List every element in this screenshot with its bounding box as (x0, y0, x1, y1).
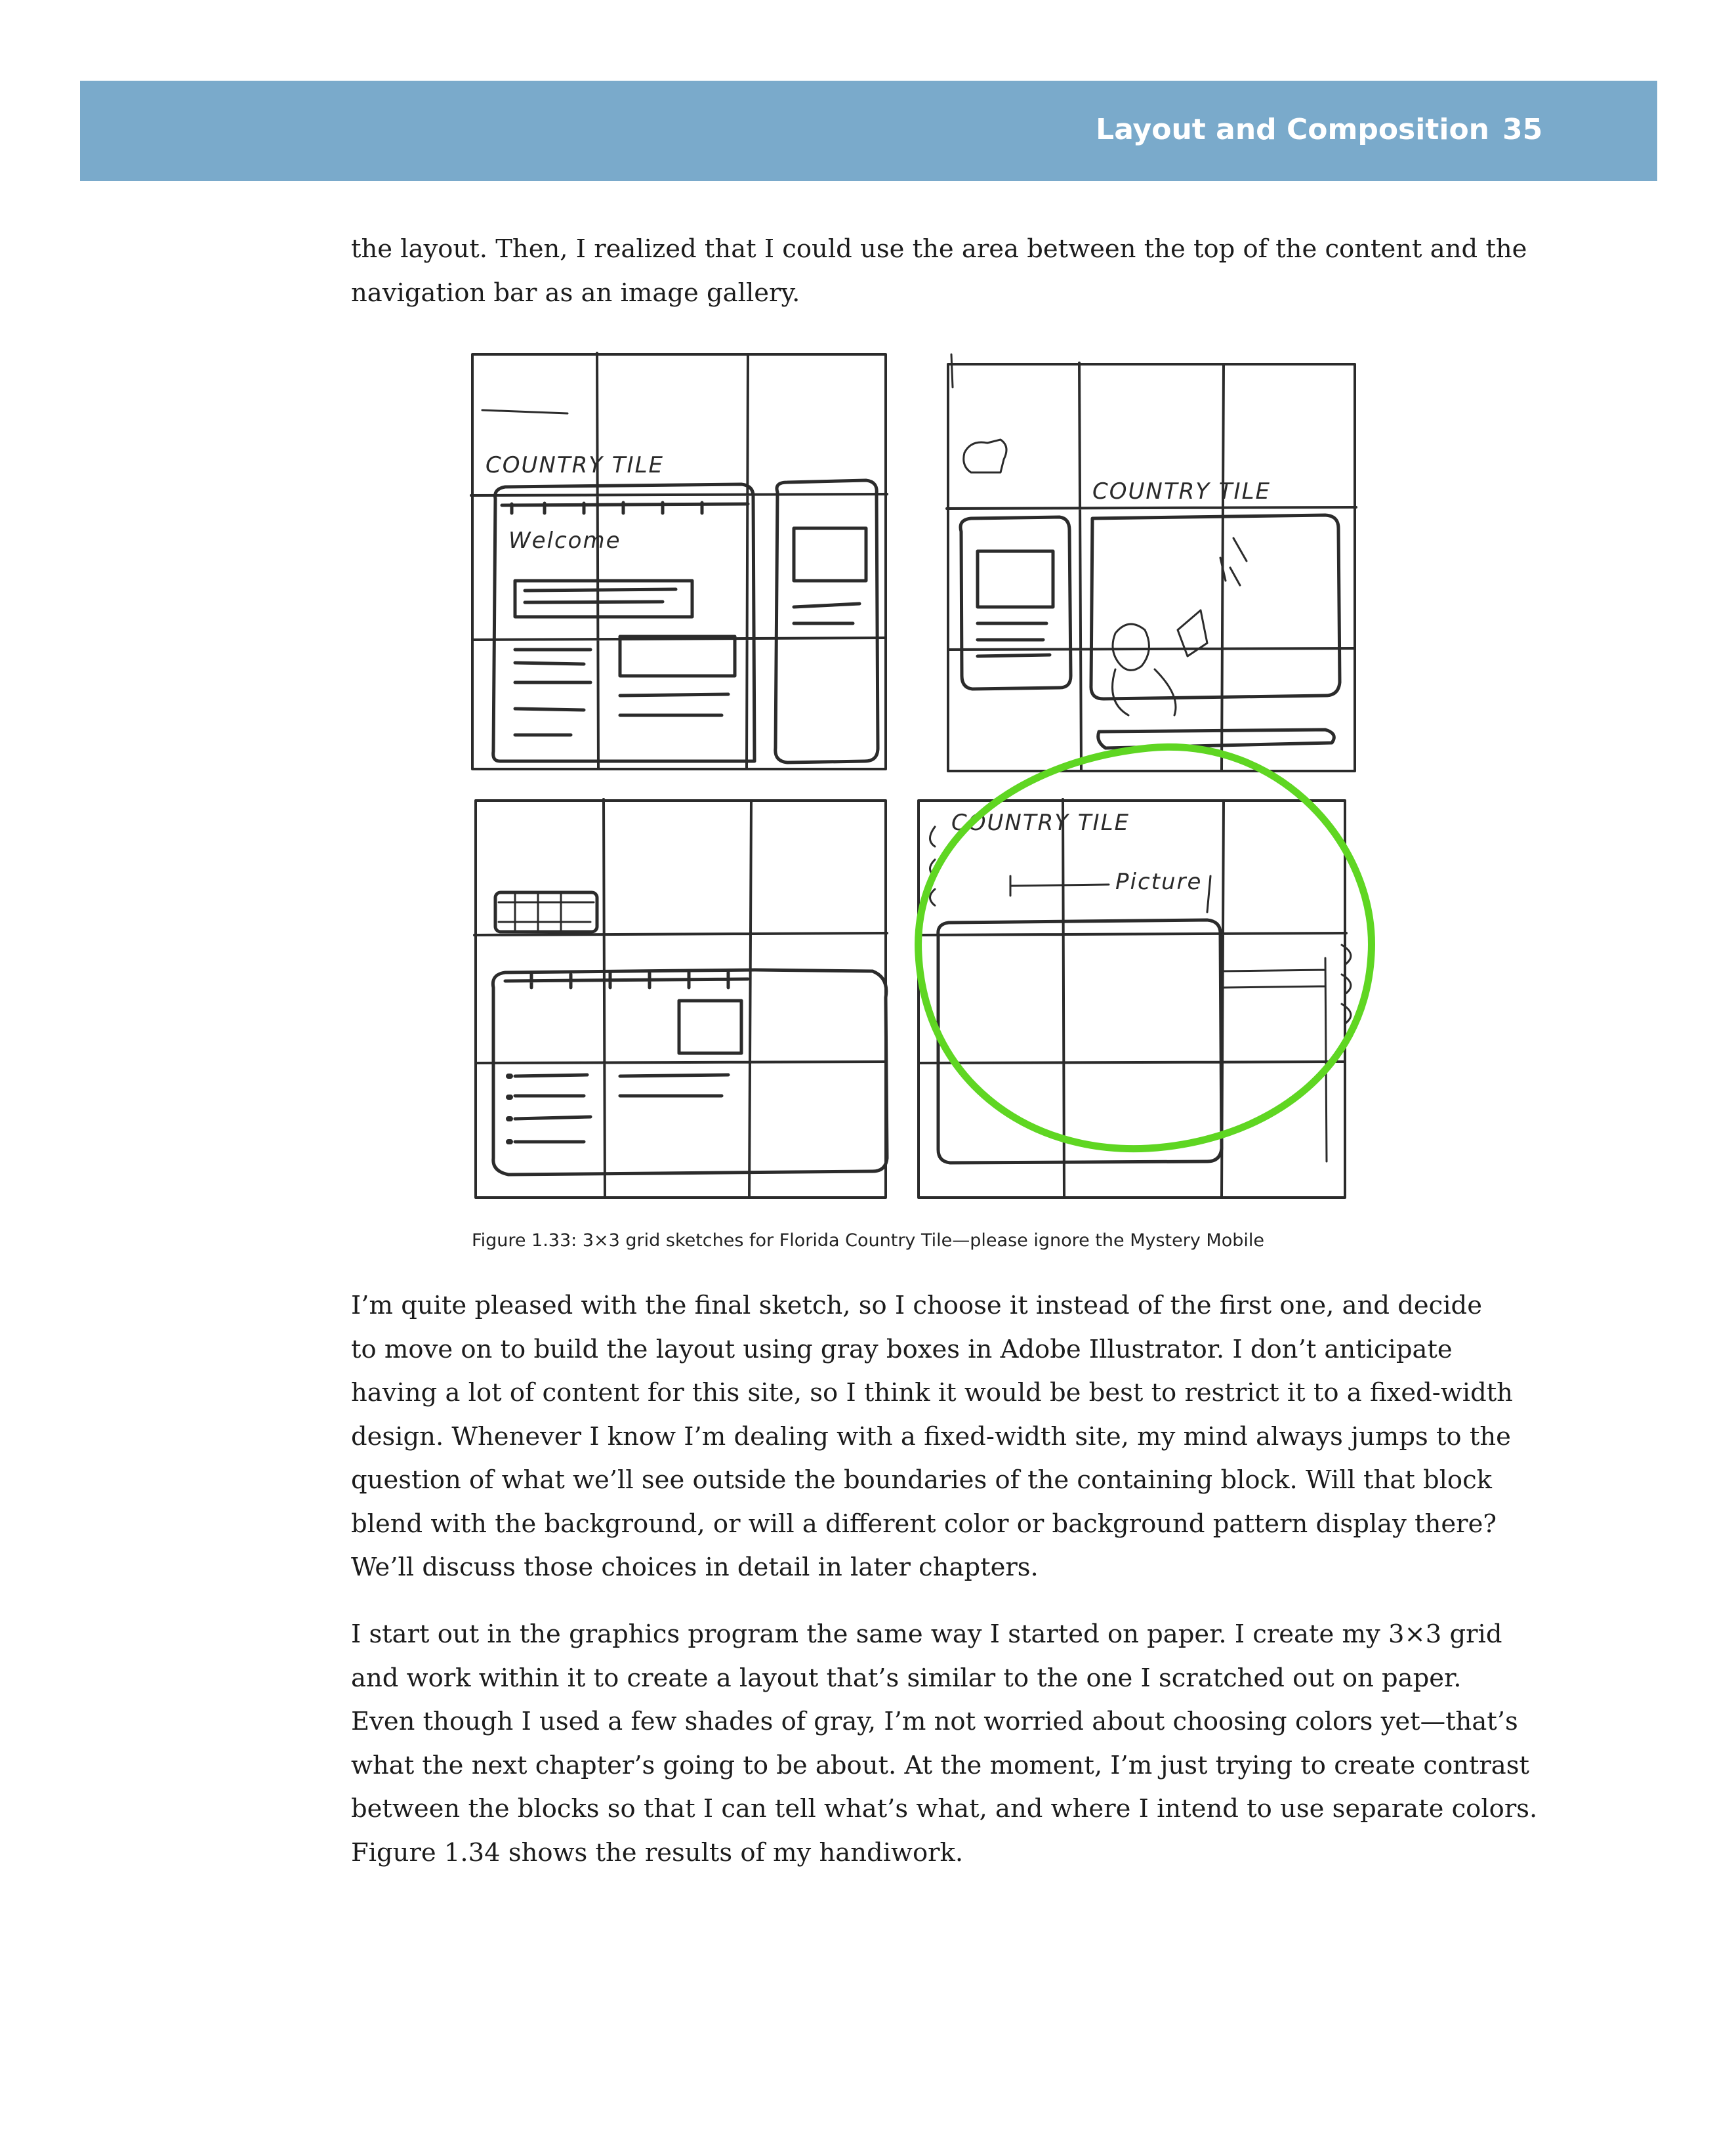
text-line: blend with the background, or will a different color or background pattern display there? (351, 1509, 1497, 1539)
text-line: Even though I used a few shades of gray, I’m not worried about choosing colors yet—that’s (351, 1707, 1518, 1736)
sketch-1-welcome-label: Welcome (508, 528, 621, 554)
text-line: and work within it to create a layout that’s similar to the one I scratched out on paper. (351, 1663, 1462, 1693)
text-line: I start out in the graphics program the same way I started on paper. I create my 3×3 grid (351, 1619, 1502, 1649)
sketch-2-logo-label: COUNTRY TILE (1092, 478, 1271, 505)
text-line: design. Whenever I know I’m dealing with a fixed-width site, my mind always jumps to the (351, 1421, 1511, 1451)
text-line: I’m quite pleased with the final sketch, so I choose it instead of the first one, and decide (351, 1291, 1482, 1320)
paragraph-2 (351, 1613, 1538, 1875)
text-line: to move on to build the layout using gray boxes in Adobe Illustrator. I don’t anticipate (351, 1334, 1453, 1364)
running-header-title: Layout and Composition (1096, 113, 1489, 146)
text-line: between the blocks so that I can tell what’s what, and where I intend to use separate colors. (351, 1794, 1538, 1824)
sketch-2-grid (947, 354, 1356, 771)
figure-caption: Figure 1.33: 3×3 grid sketches for Florida Country Tile—please ignore the Mystery Mobile (472, 1230, 1264, 1251)
text-line: what the next chapter’s going to be about. At the moment, I’m just trying to create contrast (351, 1750, 1529, 1780)
text-line: We’ll discuss those choices in detail in later chapters. (351, 1553, 1039, 1582)
sketch-1-content (493, 480, 878, 762)
sketch-4-picture-label: Picture (1115, 869, 1203, 895)
sketch-1-grid (471, 353, 887, 769)
green-highlight-circle (919, 747, 1372, 1148)
sketch-3-grid (474, 799, 887, 1198)
paragraph-intro (351, 228, 1527, 315)
text-line: question of what we’ll see outside the boundaries of the containing block. Will that block (351, 1465, 1493, 1495)
text-line: the layout. Then, I realized that I could use the area between the top of the content and the (351, 234, 1527, 264)
sketch-4-logo-label: COUNTRY TILE (951, 810, 1130, 836)
figure-sketches (453, 341, 1411, 1201)
text-line: navigation bar as an image gallery. (351, 278, 800, 308)
text-line: having a lot of content for this site, so I think it would be best to restrict it to a fixed-width (351, 1378, 1513, 1408)
sketch-1-logo-label: COUNTRY TILE (486, 452, 665, 478)
page-number-text: 35 (1502, 113, 1543, 146)
sketch-4-grid (917, 799, 1346, 1198)
text-line: Figure 1.34 shows the results of my handiwork. (351, 1837, 964, 1868)
paragraph-1 (351, 1284, 1513, 1590)
